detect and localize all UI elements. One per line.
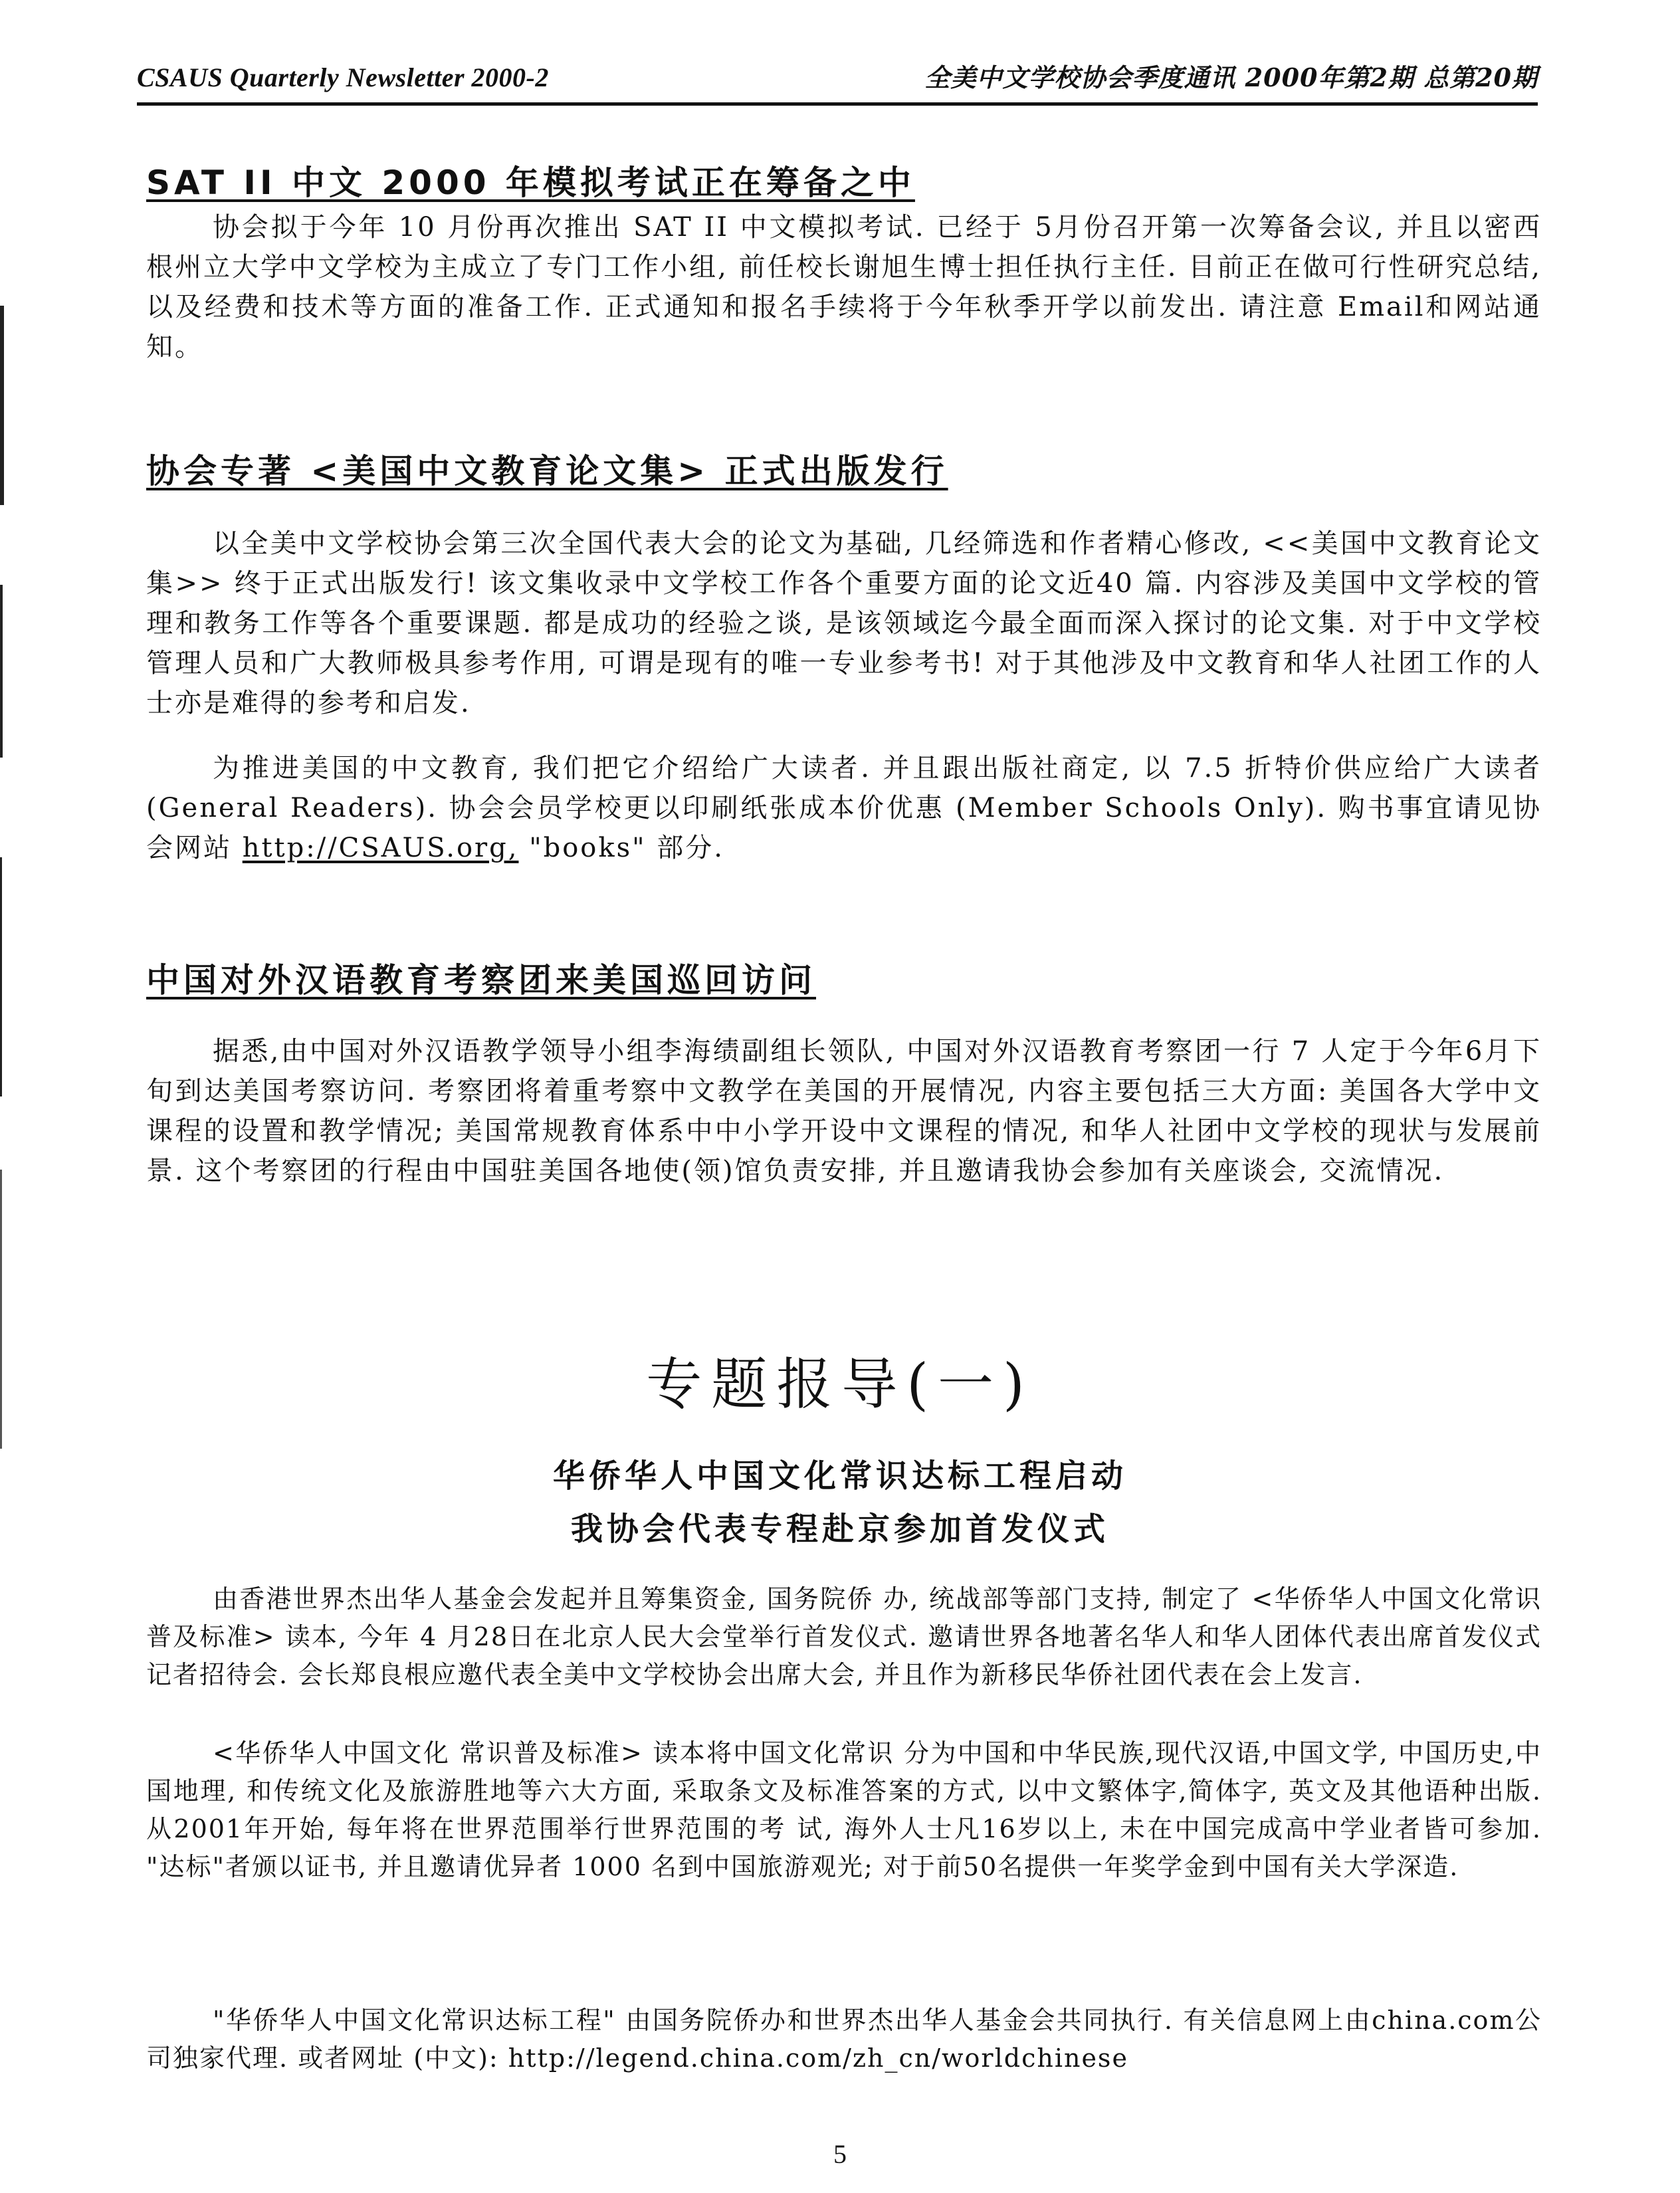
feature-paragraph: <华侨华人中国文化 常识普及标准> 读本将中国文化常识 分为中国和中华民族,现代汉语,中国文学, 中国历史,中国地理, 和传统文化及旅游胜地等六大方面, 采取条文及标准答案的方式, 以中文繁体字,简体字, 英文及其他语种出版. 从2001年开始, 每年将在世界范围举行世界范围的考 试, 海外人士凡16岁以上, 未在中国完成高中学业者皆可参加. "达标"者颁以证书, 并且邀请优异者 1000 名到中国旅游观光; 对于前50名提供一年奖学金到中国有关大学深造. bbox=[146, 1738, 1542, 1881]
scan-artifact bbox=[0, 306, 4, 505]
paragraph-text: 为推进美国的中文教育, 我们把它介绍给广大读者. 并且跟出版社商定, 以 7.5 折特价供应给广大读者 (General Readers). 协会会员学校更以印刷纸张成本价优惠 (Member Schools Only). 购书事宜请见协会网站 bbox=[146, 753, 1542, 863]
header-left: CSAUS Quarterly Newsletter 2000-2 bbox=[137, 62, 549, 92]
feature-paragraph: 由香港世界杰出华人基金会发起并且筹集资金, 国务院侨 办, 统战部等部门支持, 制定了 <华侨华人中国文化常识普及标准> 读本, 今年 4 月28日在北京人民大会堂举行首发仪式. 邀请世界各地著名华人和华人团体代表出席首发仪式记者招待会. 会长郑良根应邀代表全美中文学校协会出席大会, 并且作为新移民华侨社团代表在会上发言. bbox=[146, 1584, 1542, 1689]
feature-subtitle: 我协会代表专程赴京参加首发仪式 bbox=[570, 1511, 1109, 1548]
section-paragraph: 据悉,由中国对外汉语教学领导小组李海绩副组长领队, 中国对外汉语教育考察团一行 7 人定于今年6月下旬到达美国考察访问. 考察团将着重考察中文教学在美国的开展情况, 内容主要包括三大方面: 美国各大学中文课程的设置和教学情况; 美国常规教育体系中中小学开设中文课程的情况, 和华人社团中文学校的现状与发展前景. 这个考察团的行程由中国驻美国各地使(领)馆负责安排, 并且邀请我协会参加有关座谈会, 交流情况. bbox=[146, 1036, 1542, 1186]
feature-title: 专题报导(一) bbox=[646, 1352, 1034, 1417]
section-paragraph: 以全美中文学校协会第三次全国代表大会的论文为基础, 几经筛选和作者精心修改, <<美国中文教育论文集>> 终于正式出版发行! 该文集收录中文学校工作各个重要方面的论文近40 篇. 内容涉及美国中文学校的管理和教务工作等各个重要课题. 都是成功的经验之谈, 是该领域迄今最全面而深入探讨的论文集. 对于中文学校管理人员和广大教师极具参考作用, 可谓是现有的唯一专业参考书! 对于其他涉及中文教育和华人社团工作的人士亦是难得的参考和启发. bbox=[146, 528, 1542, 718]
paragraph-text-tail: "books" 部分. bbox=[518, 833, 724, 863]
feature-paragraph: "华侨华人中国文化常识达标工程" 由国务院侨办和世界杰出华人基金会共同执行. 有关信息网上由china.com公司独家代理. 或者网址 (中文): http://legend.china.com/zh_cn/worldchinese bbox=[146, 2006, 1542, 2073]
csaus-link[interactable]: http://CSAUS.org, bbox=[242, 833, 519, 863]
section-title-delegation: 中国对外汉语教育考察团来美国巡回访问 bbox=[146, 961, 816, 999]
scan-artifact bbox=[0, 857, 2, 1096]
section-title-sat: SAT II 中文 2000 年模拟考试正在筹备之中 bbox=[146, 163, 915, 202]
scan-artifact bbox=[0, 585, 3, 758]
section-title-book: 协会专著 <美国中文教育论文集> 正式出版发行 bbox=[146, 452, 948, 490]
header-right: 全美中文学校协会季度通讯 2000年第2期 总第20期 bbox=[924, 62, 1538, 92]
section-paragraph bbox=[146, 748, 1542, 868]
feature-subtitle: 华侨华人中国文化常识达标工程启动 bbox=[552, 1457, 1127, 1495]
page-number: 5 bbox=[833, 2139, 847, 2169]
running-header bbox=[137, 61, 1538, 106]
section-paragraph: 协会拟于今年 10 月份再次推出 SAT II 中文模拟考试. 已经于 5月份召开第一次筹备会议, 并且以密西根州立大学中文学校为主成立了专门工作小组, 前任校长谢旭生博士担任执行主任. 目前正在做可行性研究总结,以及经费和技术等方面的准备工作. 正式通知和报名手续将于今年秋季开学以前发出. 请注意 Email和网站通知。 bbox=[146, 212, 1542, 362]
